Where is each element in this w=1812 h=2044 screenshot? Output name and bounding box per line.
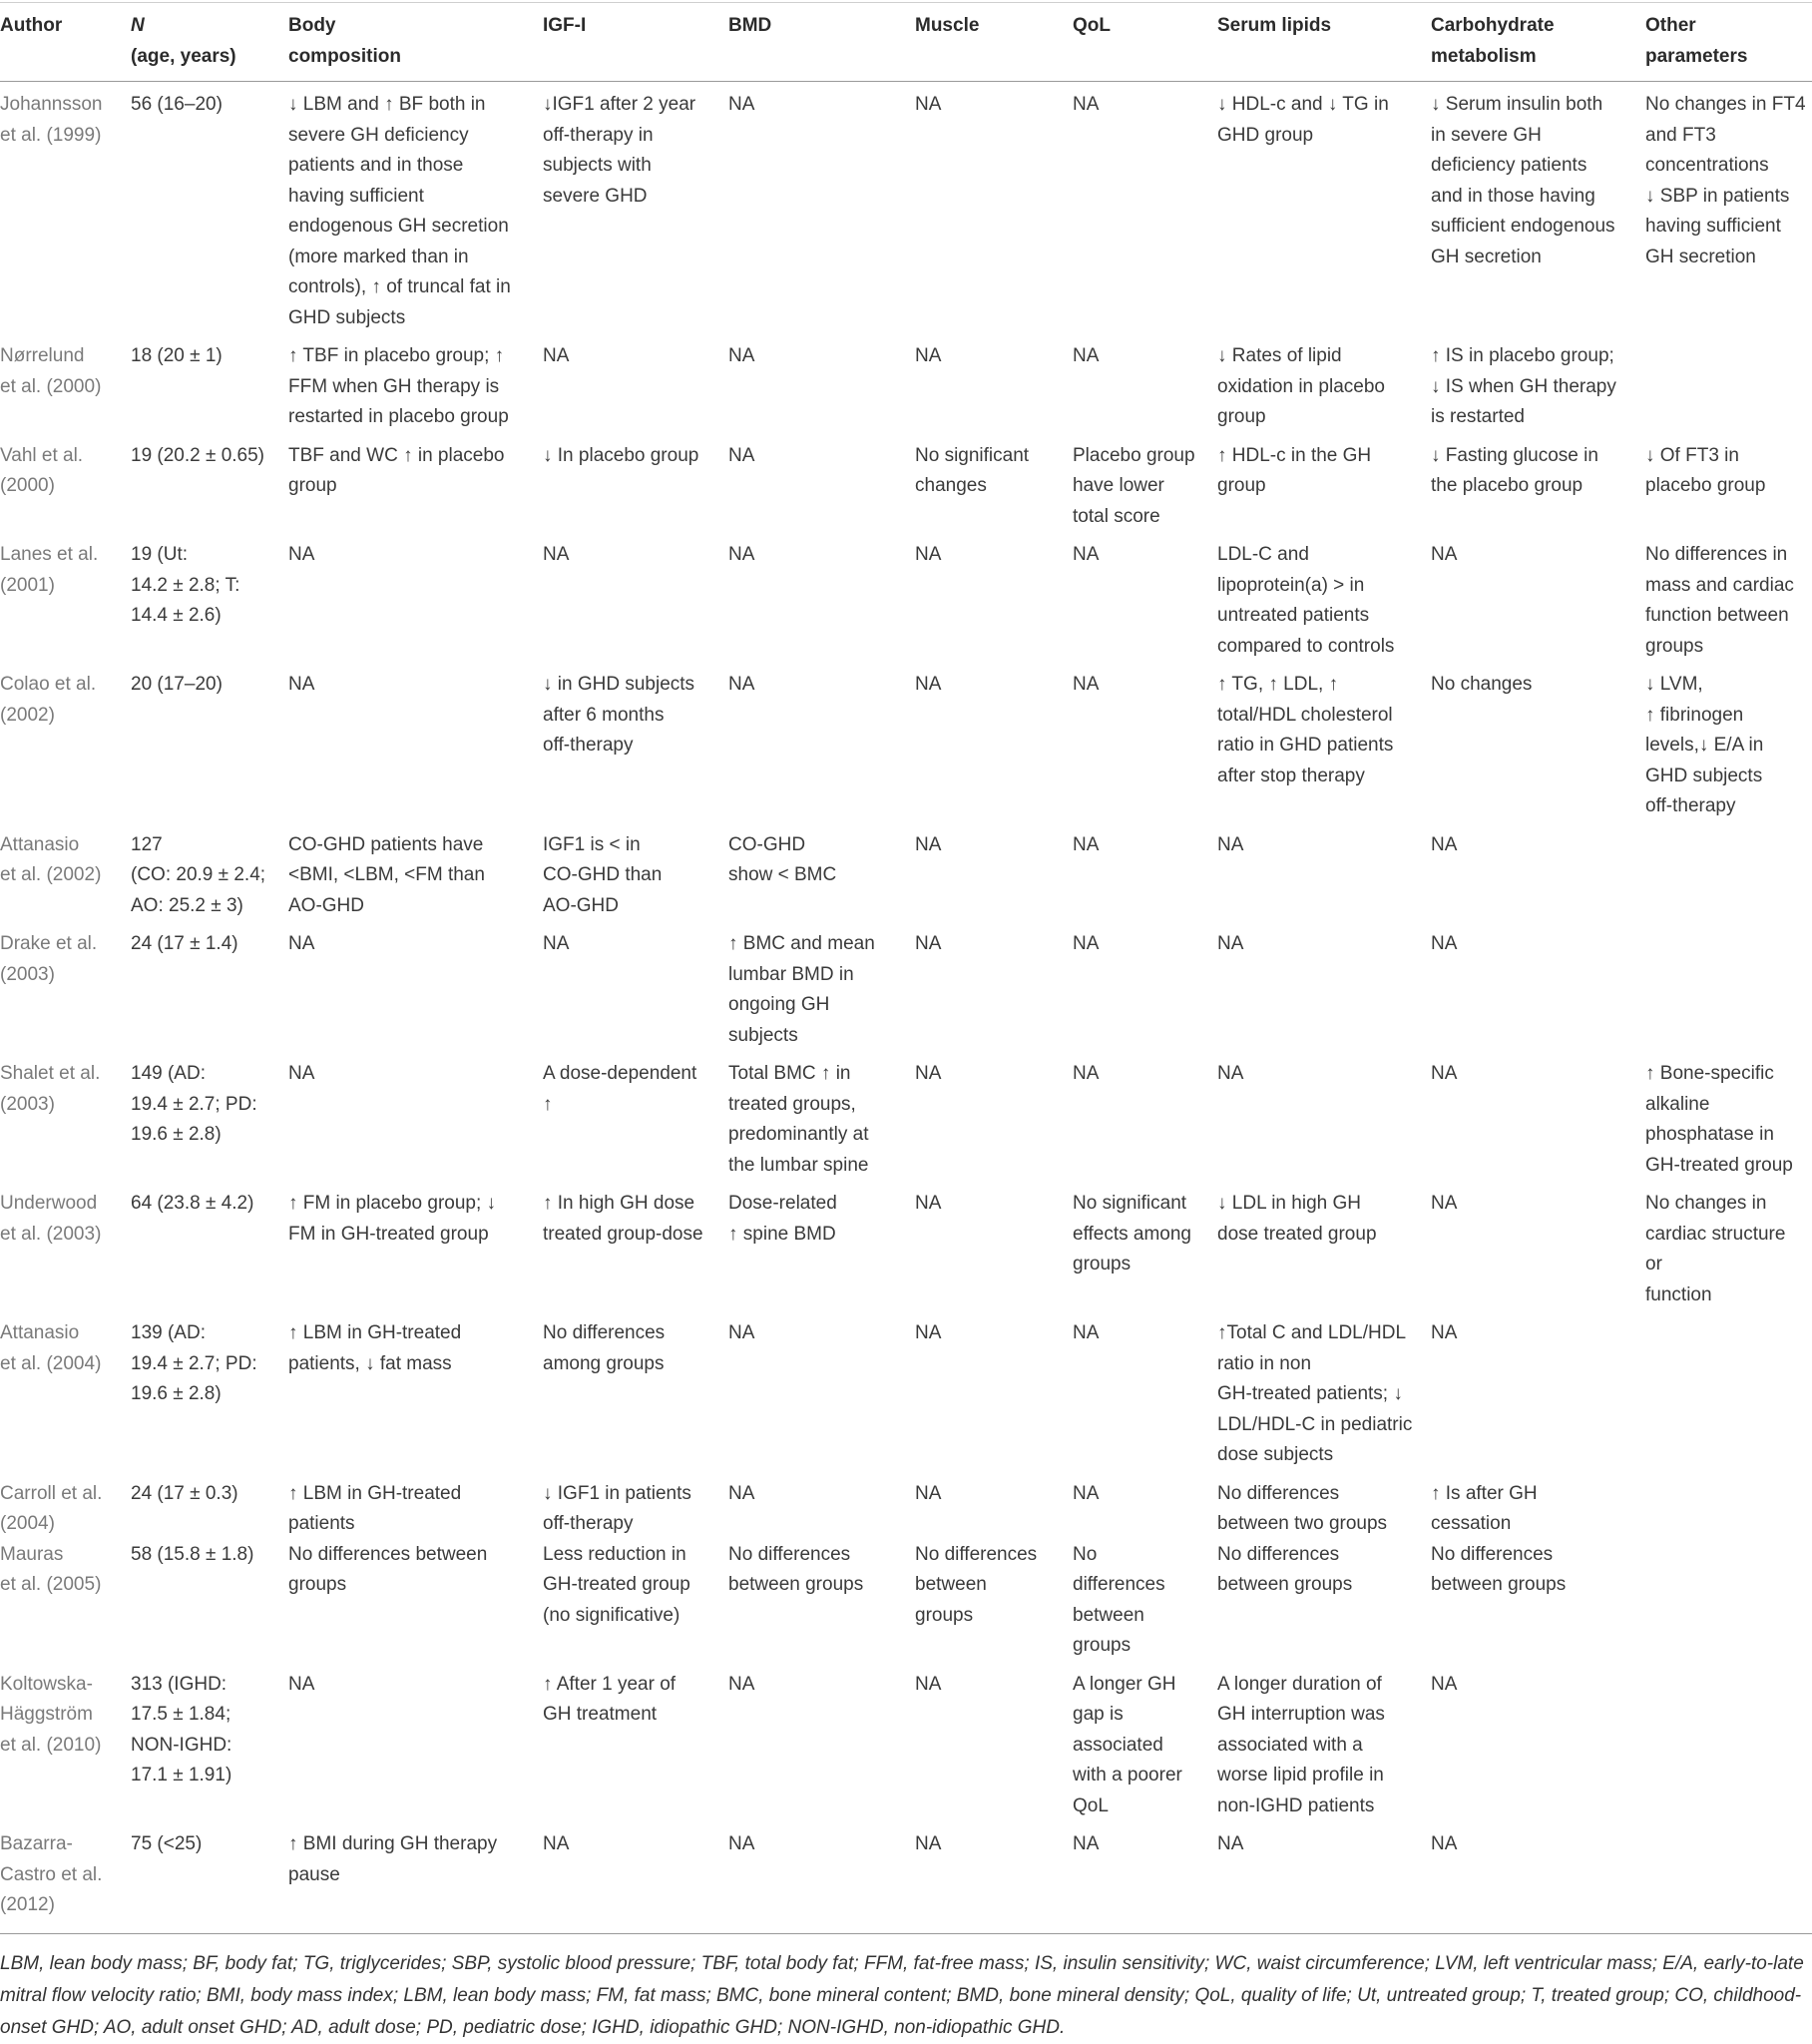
other-parameters-cell: ↓ Of FT3 in placebo group bbox=[1645, 444, 1766, 496]
n-cell: 64 (23.8 ± 4.2) bbox=[131, 1193, 254, 1214]
header-n bbox=[131, 3, 288, 82]
carbohydrate-cell: NA bbox=[1431, 1322, 1458, 1343]
header-other: Other parameters bbox=[1645, 3, 1812, 82]
table-row bbox=[0, 1540, 1812, 1662]
body-composition-cell: ↑ TBF in placebo group; ↑ FFM when GH therapy is restarted in placebo group bbox=[288, 345, 509, 427]
muscle-cell: NA bbox=[915, 345, 942, 366]
muscle-cell: NA bbox=[915, 833, 942, 855]
qol-cell: No differences between groups bbox=[1073, 1543, 1165, 1656]
author-cell: Drake et al. (2003) bbox=[0, 933, 98, 985]
other-parameters-cell: No differences in mass and cardiac function between groups bbox=[1645, 544, 1794, 657]
table-body bbox=[0, 82, 1812, 1934]
header-muscle: Muscle bbox=[915, 3, 1073, 82]
other-parameters-cell bbox=[1645, 822, 1812, 922]
serum-lipids-cell: ↓ HDL-c and ↓ TG in GHD group bbox=[1217, 94, 1389, 146]
author-cell: Mauras et al. (2005) bbox=[0, 1543, 102, 1595]
carbohydrate-cell: NA bbox=[1431, 1193, 1458, 1214]
igf-cell: NA bbox=[543, 544, 570, 565]
muscle-cell: NA bbox=[915, 1063, 942, 1084]
body-composition-cell: ↑ LBM in GH-treated patients, ↓ fat mass bbox=[288, 1322, 462, 1374]
header-qol: QoL bbox=[1073, 3, 1217, 82]
author-cell: Carroll et al. (2004) bbox=[0, 1482, 103, 1534]
bmd-cell: NA bbox=[728, 544, 755, 565]
author-cell: Lanes et al. (2001) bbox=[0, 544, 99, 596]
n-cell: 58 (15.8 ± 1.8) bbox=[131, 1543, 254, 1565]
serum-lipids-cell: NA bbox=[1217, 1063, 1244, 1084]
header-serum-lipids: Serum lipids bbox=[1217, 3, 1431, 82]
table-header bbox=[0, 3, 1812, 82]
table-row bbox=[0, 82, 1812, 334]
qol-cell: NA bbox=[1073, 1322, 1100, 1343]
body-composition-cell: NA bbox=[288, 1063, 315, 1084]
igf-cell: ↑ In high GH dose treated group-dose bbox=[543, 1193, 703, 1245]
carbohydrate-cell: ↑ IS in placebo group; ↓ IS when GH therapy is restarted bbox=[1431, 345, 1616, 427]
other-parameters-cell bbox=[1645, 1662, 1812, 1822]
bmd-cell: NA bbox=[728, 94, 755, 115]
author-cell: Shalet et al. (2003) bbox=[0, 1063, 101, 1115]
igf-cell: ↓ in GHD subjects after 6 months off-therapy bbox=[543, 674, 695, 756]
bmd-cell: Dose-related ↑ spine BMD bbox=[728, 1193, 837, 1245]
n-cell: 56 (16–20) bbox=[131, 94, 223, 115]
qol-cell: NA bbox=[1073, 94, 1100, 115]
author-cell: Johannsson et al. (1999) bbox=[0, 94, 103, 146]
author-cell: Koltowska- Häggström et al. (2010) bbox=[0, 1673, 102, 1756]
qol-cell: Placebo group have lower total score bbox=[1073, 444, 1195, 527]
body-composition-cell: NA bbox=[288, 674, 315, 695]
author-cell: Colao et al. (2002) bbox=[0, 674, 97, 726]
other-parameters-cell: ↓ LVM, ↑ fibrinogen levels,↓ E/A in GHD subjects off-therapy bbox=[1645, 674, 1764, 816]
serum-lipids-cell: No differences between two groups bbox=[1217, 1482, 1388, 1534]
muscle-cell: No differences between groups bbox=[915, 1543, 1038, 1626]
igf-cell: ↑ After 1 year of GH treatment bbox=[543, 1673, 677, 1725]
header-row bbox=[0, 3, 1812, 82]
serum-lipids-cell: ↓ Rates of lipid oxidation in placebo group bbox=[1217, 345, 1385, 427]
n-cell: 139 (AD: 19.4 ± 2.7; PD: 19.6 ± 2.8) bbox=[131, 1322, 257, 1404]
table-row bbox=[0, 433, 1812, 533]
carbohydrate-cell: ↑ Is after GH cessation bbox=[1431, 1482, 1538, 1534]
body-composition-cell: ↑ BMI during GH therapy pause bbox=[288, 1821, 543, 1933]
igf-cell: No differences among groups bbox=[543, 1322, 666, 1374]
other-parameters-cell bbox=[1645, 333, 1812, 433]
n-cell: 18 (20 ± 1) bbox=[131, 345, 223, 366]
other-parameters-cell bbox=[1645, 921, 1812, 1051]
bmd-cell: No differences between groups bbox=[728, 1543, 864, 1595]
serum-lipids-cell: A longer duration of GH interruption was associated with a worse lipid profile in non-IGHD patients bbox=[1217, 1673, 1385, 1816]
muscle-cell: NA bbox=[915, 1482, 942, 1504]
n-cell: 19 (Ut: 14.2 ± 2.8; T: 14.4 ± 2.6) bbox=[131, 544, 240, 626]
table-row bbox=[0, 1310, 1812, 1471]
other-parameters-cell: No changes in FT4 and FT3 concentrations ↓ SBP in patients having sufficient GH secretion bbox=[1645, 94, 1806, 267]
body-composition-cell: TBF and WC ↑ in placebo group bbox=[288, 444, 505, 496]
bmd-cell: NA bbox=[728, 1482, 755, 1504]
qol-cell: NA bbox=[1073, 544, 1100, 565]
muscle-cell: NA bbox=[915, 1322, 942, 1343]
qol-cell: NA bbox=[1073, 833, 1100, 855]
carbohydrate-cell: NA bbox=[1431, 933, 1458, 954]
header-body-composition: Body composition bbox=[288, 3, 543, 82]
igf-cell: ↓ IGF1 in patients off-therapy bbox=[543, 1482, 691, 1534]
igf-cell: NA bbox=[543, 933, 570, 954]
bmd-cell: NA bbox=[728, 674, 755, 695]
author-cell: Attanasio et al. (2002) bbox=[0, 833, 102, 885]
header-n-symbol: N bbox=[131, 15, 145, 36]
table-row bbox=[0, 532, 1812, 662]
table-row bbox=[0, 1181, 1812, 1310]
bmd-cell: ↑ BMC and mean lumbar BMD in ongoing GH subjects bbox=[728, 933, 875, 1046]
table-row bbox=[0, 1662, 1812, 1822]
header-author: Author bbox=[0, 3, 131, 82]
body-composition-cell: NA bbox=[288, 933, 315, 954]
body-composition-cell: No differences between groups bbox=[288, 1543, 488, 1595]
n-cell: 75 (<25) bbox=[131, 1821, 288, 1933]
body-composition-cell: ↑ FM in placebo group; ↓ FM in GH-treated group bbox=[288, 1193, 497, 1245]
serum-lipids-cell: ↑ TG, ↑ LDL, ↑ total/HDL cholesterol ratio in GHD patients after stop therapy bbox=[1217, 674, 1394, 786]
carbohydrate-cell: NA bbox=[1431, 544, 1458, 565]
header-bmd: BMD bbox=[728, 3, 915, 82]
carbohydrate-cell: NA bbox=[1431, 1063, 1458, 1084]
bmd-cell: NA bbox=[728, 1673, 755, 1695]
carbohydrate-cell: NA bbox=[1431, 1821, 1645, 1933]
n-cell: 24 (17 ± 1.4) bbox=[131, 933, 238, 954]
muscle-cell: NA bbox=[915, 544, 942, 565]
author-cell: Underwood et al. (2003) bbox=[0, 1193, 102, 1245]
table-row bbox=[0, 1471, 1812, 1540]
bmd-cell: NA bbox=[728, 1821, 915, 1933]
qol-cell: No significant effects among groups bbox=[1073, 1193, 1192, 1275]
author-cell: Bazarra- Castro et al. (2012) bbox=[0, 1821, 131, 1933]
igf-cell: Less reduction in GH-treated group (no significative) bbox=[543, 1543, 690, 1626]
muscle-cell: NA bbox=[915, 1673, 942, 1695]
qol-cell: A longer GH gap is associated with a poorer QoL bbox=[1073, 1673, 1182, 1816]
studies-table bbox=[0, 2, 1812, 1934]
muscle-cell: NA bbox=[915, 94, 942, 115]
table-row bbox=[0, 921, 1812, 1051]
serum-lipids-cell: ↓ LDL in high GH dose treated group bbox=[1217, 1193, 1377, 1245]
other-parameters-cell: No changes in cardiac structure or function bbox=[1645, 1193, 1786, 1305]
igf-cell: IGF1 is < in CO-GHD than AO-GHD bbox=[543, 833, 663, 916]
serum-lipids-cell: NA bbox=[1217, 1821, 1431, 1933]
header-n-sub: (age, years) bbox=[131, 45, 236, 67]
author-cell: Nørrelund et al. (2000) bbox=[0, 345, 102, 397]
igf-cell: A dose-dependent ↑ bbox=[543, 1063, 697, 1115]
other-parameters-cell bbox=[1645, 1540, 1812, 1662]
carbohydrate-cell: No changes bbox=[1431, 674, 1533, 695]
table-footnote: LBM, lean body mass; BF, body fat; TG, triglycerides; SBP, systolic blood pressure; TBF, total body fat; FFM, fat-free mass; IS, insulin sensitivity; WC, waist circumference; LVM, left ventricular mass; E/A, early-to-late mitral flow velocity ratio; BMI, body mass index; LBM, lean body mass; FM, fat mass; BMC, bone mineral content; BMD, bone mineral density; QoL, quality of life; Ut, untreated group; T, treated group; CO, childhood-onset GHD; AO, adult onset GHD; AD, adult dose; PD, pediatric dose; IGHD, idiopathic GHD; NON-IGHD, non-idiopathic GHD. bbox=[0, 1952, 1804, 2038]
table-row bbox=[0, 333, 1812, 433]
other-parameters-cell bbox=[1645, 1471, 1812, 1540]
body-composition-cell: NA bbox=[288, 544, 315, 565]
n-cell: 19 (20.2 ± 0.65) bbox=[131, 444, 265, 466]
carbohydrate-cell: NA bbox=[1431, 833, 1458, 855]
n-cell: 149 (AD: 19.4 ± 2.7; PD: 19.6 ± 2.8) bbox=[131, 1063, 257, 1145]
qol-cell: NA bbox=[1073, 345, 1100, 366]
n-cell: 20 (17–20) bbox=[131, 674, 223, 695]
author-cell: Attanasio et al. (2004) bbox=[0, 1322, 102, 1374]
header-carbohydrate: Carbohydrate metabolism bbox=[1431, 3, 1645, 82]
serum-lipids-cell: No differences between groups bbox=[1217, 1543, 1353, 1595]
carbohydrate-cell: ↓ Fasting glucose in the placebo group bbox=[1431, 444, 1598, 496]
bmd-cell: CO-GHD show < BMC bbox=[728, 833, 837, 885]
muscle-cell: No significant changes bbox=[915, 444, 1030, 496]
n-cell: 24 (17 ± 0.3) bbox=[131, 1482, 238, 1504]
igf-cell: ↓IGF1 after 2 year off-therapy in subjects with severe GHD bbox=[543, 94, 696, 207]
n-cell: 127 (CO: 20.9 ± 2.4; AO: 25.2 ± 3) bbox=[131, 833, 266, 916]
qol-cell: NA bbox=[1073, 1063, 1100, 1084]
carbohydrate-cell: No differences between groups bbox=[1431, 1543, 1567, 1595]
serum-lipids-cell: LDL-C and lipoprotein(a) > in untreated patients compared to controls bbox=[1217, 544, 1395, 657]
table-row bbox=[0, 1051, 1812, 1181]
body-composition-cell: ↑ LBM in GH-treated patients bbox=[288, 1482, 462, 1534]
qol-cell: NA bbox=[1073, 674, 1100, 695]
qol-cell: NA bbox=[1073, 1821, 1217, 1933]
table-row bbox=[0, 662, 1812, 822]
serum-lipids-cell: ↑Total C and LDL/HDL ratio in non GH-treated patients; ↓ LDL/HDL-C in pediatric dose subjects bbox=[1217, 1322, 1413, 1465]
n-cell: 313 (IGHD: 17.5 ± 1.84; NON-IGHD: 17.1 ± 1.91) bbox=[131, 1673, 232, 1786]
bmd-cell: NA bbox=[728, 345, 755, 366]
bmd-cell: NA bbox=[728, 1322, 755, 1343]
muscle-cell: NA bbox=[915, 674, 942, 695]
serum-lipids-cell: NA bbox=[1217, 933, 1244, 954]
igf-cell: ↓ In placebo group bbox=[543, 444, 699, 466]
other-parameters-cell bbox=[1645, 1310, 1812, 1471]
carbohydrate-cell: NA bbox=[1431, 1673, 1458, 1695]
qol-cell: NA bbox=[1073, 933, 1100, 954]
qol-cell: NA bbox=[1073, 1482, 1100, 1504]
serum-lipids-cell: NA bbox=[1217, 833, 1244, 855]
muscle-cell: NA bbox=[915, 933, 942, 954]
header-igf: IGF-I bbox=[543, 3, 728, 82]
serum-lipids-cell: ↑ HDL-c in the GH group bbox=[1217, 444, 1372, 496]
table-row bbox=[0, 1821, 1812, 1933]
igf-cell: NA bbox=[543, 345, 570, 366]
igf-cell: NA bbox=[543, 1821, 728, 1933]
body-composition-cell: CO-GHD patients have <BMI, <LBM, <FM than AO-GHD bbox=[288, 833, 485, 916]
muscle-cell: NA bbox=[915, 1193, 942, 1214]
other-parameters-cell bbox=[1645, 1821, 1812, 1933]
table-row bbox=[0, 822, 1812, 922]
bmd-cell: Total BMC ↑ in treated groups, predominantly at the lumbar spine bbox=[728, 1063, 869, 1176]
muscle-cell: NA bbox=[915, 1821, 1073, 1933]
bmd-cell: NA bbox=[728, 444, 755, 466]
author-cell: Vahl et al. (2000) bbox=[0, 444, 84, 496]
body-composition-cell: NA bbox=[288, 1673, 315, 1695]
other-parameters-cell: ↑ Bone-specific alkaline phosphatase in GH-treated group bbox=[1645, 1063, 1793, 1176]
carbohydrate-cell: ↓ Serum insulin both in severe GH deficiency patients and in those having sufficient endogenous GH secretion bbox=[1431, 94, 1615, 267]
body-composition-cell: ↓ LBM and ↑ BF both in severe GH deficiency patients and in those having sufficient endogenous GH secretion (more marked than in controls), ↑ of truncal fat in GHD subjects bbox=[288, 94, 511, 328]
